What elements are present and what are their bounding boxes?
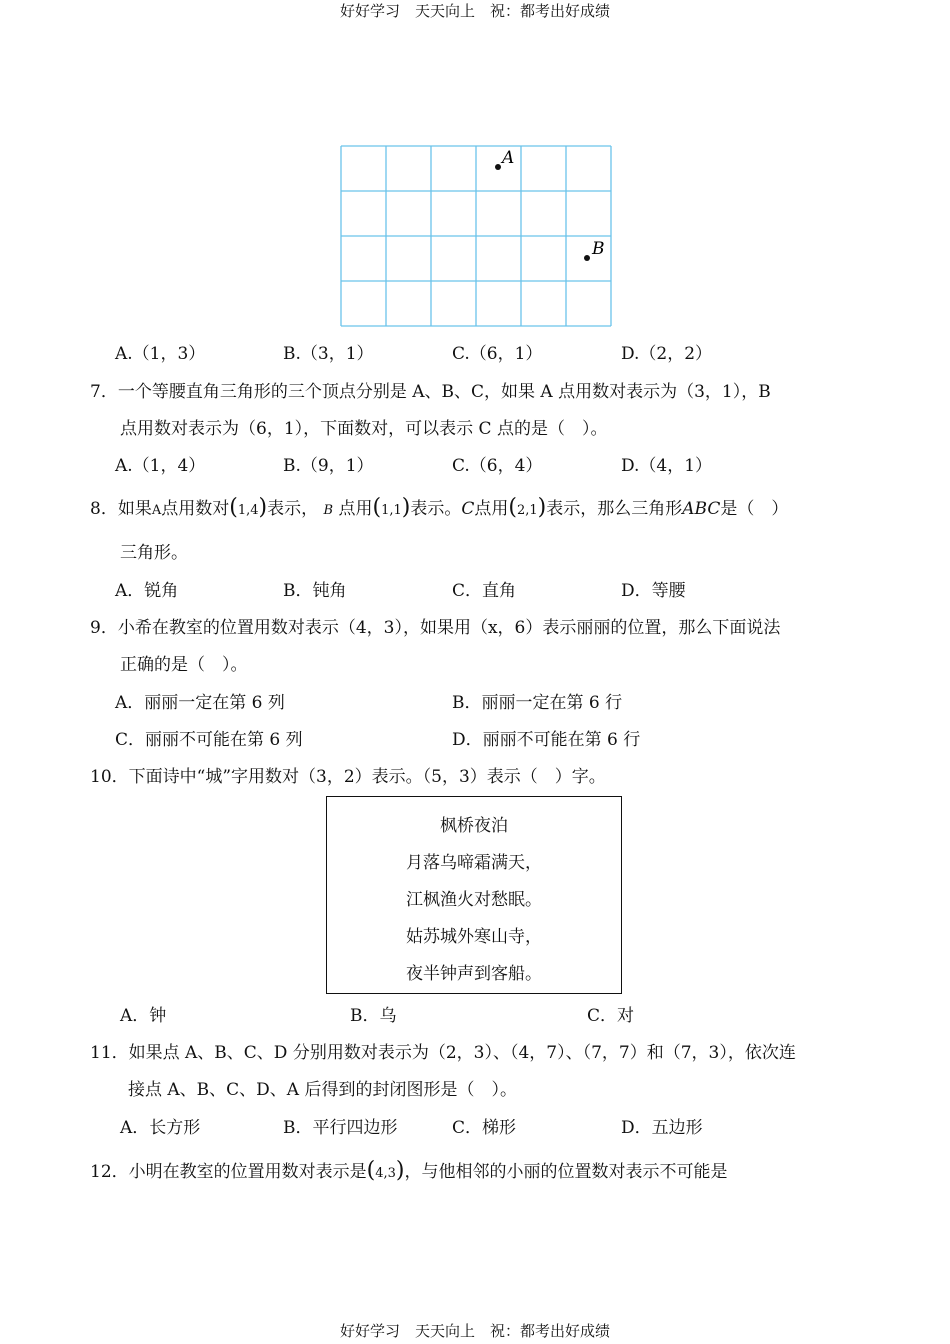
q7-option-a: A.（1，4） (115, 456, 206, 476)
q6-option-b: B.（3，1） (283, 344, 374, 364)
q8-pair-2: 1,1 (381, 503, 402, 518)
q8-option-a: A．锐角 (115, 581, 179, 601)
q11-option-b: B．平行四边形 (283, 1118, 398, 1138)
page-header: 好好学习 天天向上 祝：都考出好成绩 (339, 2, 610, 20)
q9-option-d: D．丽丽不可能在第 6 行 (452, 730, 641, 750)
q10-option-a: A．钟 (120, 1006, 167, 1026)
q8-option-c: C．直角 (452, 581, 517, 601)
q8-option-d: D．等腰 (621, 581, 686, 601)
point-b-dot (584, 255, 590, 261)
q8-text-8: 是（ ） (720, 499, 789, 519)
poem-line-3: 姑苏城外寒山寺， (406, 927, 542, 947)
q8-stem-line1: 8．如果A点用数对(1,4)表示， B 点用(1,1)表示。C点用(2,1)表示，那么三角形ABC是（ ） (90, 495, 789, 520)
q9-option-a: A．丽丽一定在第 6 列 (115, 693, 285, 713)
q8-triangle-abc: ABC (682, 499, 721, 519)
q8-text-7: 表示，那么三角形 (546, 499, 683, 519)
q9-option-b: B．丽丽一定在第 6 行 (452, 693, 623, 713)
q9-stem-line2: 正确的是（ ）。 (120, 655, 248, 675)
q8-text-2: 点用数对 (161, 499, 230, 519)
point-a-dot (495, 164, 501, 170)
q6-option-c: C.（6，1） (452, 344, 543, 364)
point-b-label: B (592, 239, 605, 259)
q11-stem-line2: 接点 A、B、C、D、A 后得到的封闭图形是（ ）。 (128, 1080, 517, 1100)
q8-text-1: 8．如果 (90, 499, 152, 519)
coordinate-grid (340, 145, 612, 327)
q12-text-2: ，与他相邻的小丽的位置数对表示不可能是 (404, 1162, 728, 1182)
q8-point-a: A (151, 503, 162, 518)
q8-text-6: 点用 (474, 499, 509, 519)
q11-stem-line1: 11．如果点 A、B、C、D 分别用数对表示为（2，3）、（4，7）、（7，7）和（7，3），依次连 (90, 1043, 796, 1063)
q6-option-d: D.（2，2） (621, 344, 713, 364)
q8-point-c: C (461, 499, 475, 519)
q10-stem: 10．下面诗中“城”字用数对（3，2）表示。（5，3）表示（ ）字。 (90, 767, 606, 787)
coordinate-grid-figure (340, 145, 612, 331)
q11-option-a: A．长方形 (120, 1118, 201, 1138)
q7-option-b: B.（9，1） (283, 456, 374, 476)
poem-line-1: 月落乌啼霜满天， (406, 853, 542, 873)
q8-text-5: 表示。 (410, 499, 462, 519)
q8-text-4: 点用 (338, 499, 373, 519)
q10-option-c: C．对 (587, 1006, 635, 1026)
q8-stem-line2: 三角形。 (120, 543, 188, 563)
q11-option-c: C．梯形 (452, 1118, 517, 1138)
poem-line-2: 江枫渔火对愁眠。 (406, 890, 542, 910)
q7-stem-line2: 点用数对表示为（6，1），下面数对，可以表示 C 点的是（ ）。 (120, 419, 608, 439)
q11-option-d: D．五边形 (621, 1118, 703, 1138)
q8-pair-1: 1,4 (237, 503, 259, 518)
q9-option-c: C．丽丽不可能在第 6 列 (115, 730, 303, 750)
point-a-label: A (502, 148, 515, 168)
poem-box (326, 796, 622, 994)
q7-stem-line1: 7．一个等腰直角三角形的三个顶点分别是 A、B、C，如果 A 点用数对表示为（3，1），B (90, 382, 771, 402)
q8-point-b: B (323, 503, 334, 518)
page-footer: 好好学习 天天向上 祝：都考出好成绩 (339, 1322, 610, 1340)
q6-option-a: A.（1，3） (115, 344, 206, 364)
q8-pair-3: 2,1 (516, 503, 538, 518)
q10-option-b: B．乌 (350, 1006, 397, 1026)
q12-text-1: 12．小明在教室的位置用数对表示是 (90, 1162, 367, 1182)
q7-option-d: D.（4，1） (621, 456, 713, 476)
q12-stem: 12．小明在教室的位置用数对表示是(4,3)，与他相邻的小丽的位置数对表示不可能是 (90, 1158, 728, 1183)
q7-option-c: C.（6，4） (452, 456, 543, 476)
q12-pair: 4,3 (375, 1166, 396, 1181)
q8-option-b: B．钝角 (283, 581, 347, 601)
q8-text-3: 表示， (267, 499, 319, 519)
poem-title: 枫桥夜泊 (440, 816, 508, 836)
poem-line-4: 夜半钟声到客船。 (406, 964, 542, 984)
q9-stem-line1: 9．小希在教室的位置用数对表示（4，3），如果用（x，6）表示丽丽的位置，那么下面说法 (90, 618, 781, 638)
